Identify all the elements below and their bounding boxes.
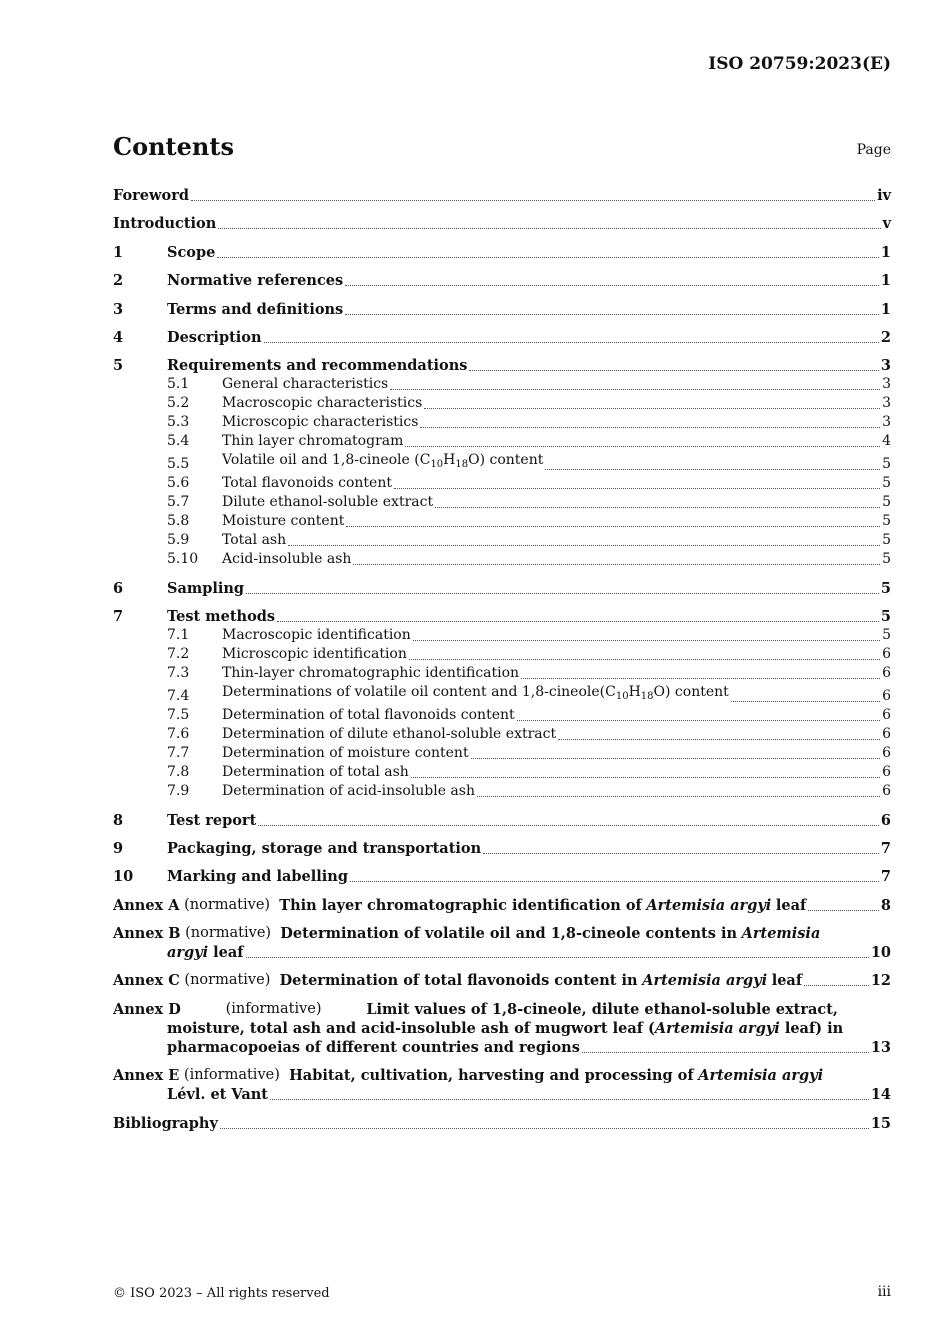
toc-entry-5-9[interactable]: 5.9 Total ash 5 [167,532,891,549]
toc-entry-7-4[interactable]: 7.4 Determinations of volatile oil content and $1,8-cineole(C_{10}H_{18}O)$ content 6 [167,684,891,705]
toc-entry-clause-2[interactable]: 2 Normative references 1 [113,272,891,290]
toc-entry-5-1[interactable]: 5.1 General characteristics 3 [167,376,891,393]
toc-entry-7-8[interactable]: 7.8 Determination of total ash 6 [167,764,891,781]
toc-entry-5-6[interactable]: 5.6 Total flavonoids content 5 [167,475,891,492]
document-code: ISO 20759:2023(E) [708,54,891,74]
toc-entry-clause-3[interactable]: 3 Terms and definitions 1 [113,300,891,318]
toc-entry-clause-9[interactable]: 9 Packaging, storage and transportation 7 [113,839,891,857]
toc-entry-bibliography[interactable]: Bibliography 15 [113,1114,891,1132]
toc-entry-clause-10[interactable]: 10 Marking and labelling 7 [113,868,891,886]
toc-entry-annex-d[interactable]: Annex D (informative) Limit values of 1,8-cineole, dilute ethanol-soluble extract, moisture, total ash and acid-insoluble ash of mugwort leaf ( Artemisia argyi leaf) in pharmacopoeias of different countries and regions 13 [113,1000,891,1056]
toc-entry-5-8[interactable]: 5.8 Moisture content 5 [167,513,891,530]
toc-entry-annex-c[interactable]: Annex C (normative) Determination of total flavonoids content in Artemisia argyi leaf 12 [113,972,891,990]
toc-entry-annex-e[interactable]: Annex E (informative) Habitat, cultivation, harvesting and processing of Artemisia argyi Lévl. et Vant 14 [113,1067,891,1104]
toc-entry-7-2[interactable]: 7.2 Microscopic identification 6 [167,646,891,663]
toc-entry-clause-4[interactable]: 4 Description 2 [113,328,891,346]
toc-entry-7-3[interactable]: 7.3 Thin-layer chromatographic identification 6 [167,665,891,682]
page-column-label: Page [856,142,891,158]
toc-entry-7-6[interactable]: 7.6 Determination of dilute ethanol-soluble extract 6 [167,726,891,743]
toc-entry-clause-7[interactable]: 7 Test methods 5 [113,608,891,626]
toc-entry-7-7[interactable]: 7.7 Determination of moisture content 6 [167,745,891,762]
page-number: iii [877,1284,891,1300]
toc-entry-introduction[interactable]: Introduction v [113,215,891,233]
toc-entry-5-7[interactable]: 5.7 Dilute ethanol-soluble extract 5 [167,494,891,511]
toc-entry-label: Determinations of volatile oil content and $1,8-cineole(C_{10}H_{18}O)$ content [222,684,729,703]
copyright-notice: © ISO 2023 – All rights reserved [113,1286,330,1301]
toc-entry-5-2[interactable]: 5.2 Macroscopic characteristics 3 [167,395,891,412]
toc-entry-5-5[interactable]: 5.5 Volatile oil and 1,8-cineole $(C_{10}H_{18}O)$ content 5 [167,452,891,473]
toc-entry-clause-1[interactable]: 1 Scope 1 [113,243,891,261]
toc-entry-5-3[interactable]: 5.3 Microscopic characteristics 3 [167,414,891,431]
toc-entry-annex-a[interactable]: Annex A (normative) Thin layer chromatographic identification of Artemisia argyi leaf 8 [113,896,891,914]
toc-entry-5-4[interactable]: 5.4 Thin layer chromatogram 4 [167,433,891,450]
toc-entry-label: Volatile oil and 1,8-cineole $(C_{10}H_{18}O)$ content [222,452,544,471]
toc-entry-7-1[interactable]: 7.1 Macroscopic identification 5 [167,627,891,644]
toc-entry-7-9[interactable]: 7.9 Determination of acid-insoluble ash 6 [167,783,891,800]
toc-entry-7-5[interactable]: 7.5 Determination of total flavonoids content 6 [167,707,891,724]
toc-entry-clause-8[interactable]: 8 Test report 6 [113,811,891,829]
table-of-contents [113,186,891,1133]
toc-entry-foreword[interactable]: Foreword iv [113,187,891,204]
toc-entry-annex-b[interactable]: Annex B (normative) Determination of volatile oil and 1,8-cineole contents in Artemisia argyi leaf 10 [113,925,891,962]
toc-entry-clause-6[interactable]: 6 Sampling 5 [113,579,891,597]
toc-entry-clause-5[interactable]: 5 Requirements and recommendations 3 [113,357,891,375]
toc-entry-5-10[interactable]: 5.10 Acid-insoluble ash 5 [167,551,891,568]
page-title: Contents [113,132,234,161]
